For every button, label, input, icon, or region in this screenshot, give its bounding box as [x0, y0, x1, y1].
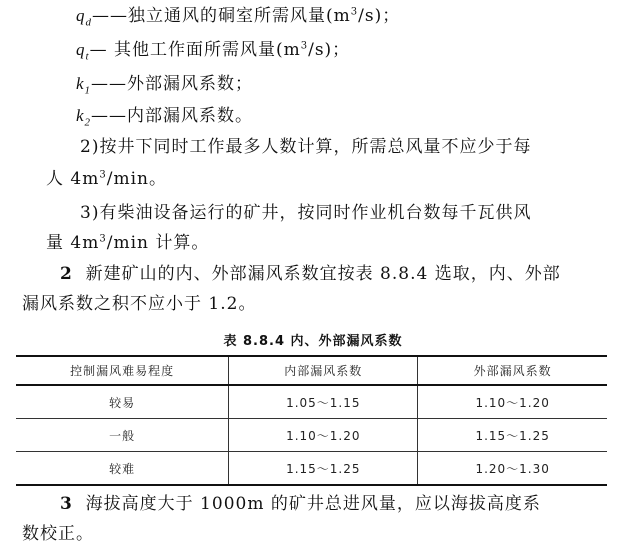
- table-row: [16, 419, 607, 452]
- header-cell: 控制漏风难易程度: [16, 356, 229, 385]
- symbol: $k_1$: [76, 74, 92, 97]
- clause-text: 新建矿山的内、外部漏风系数宜按表 8.8.4 选取，内、外部: [85, 264, 561, 284]
- table-cell: 较易: [109, 395, 136, 410]
- table-cell: 1.10～1.20: [229, 419, 418, 452]
- definition-tail: /s)；: [308, 40, 351, 60]
- item-2-text: 人 4m: [46, 169, 100, 189]
- definition-k1: [76, 74, 253, 100]
- table-cell: 1.15～1.25: [418, 419, 607, 452]
- item-2-tail: /min。: [106, 169, 167, 189]
- definition-qd: [76, 6, 400, 32]
- table-header-row: [16, 356, 607, 385]
- table-row: [16, 385, 607, 419]
- header-cell: 内部漏风系数: [229, 356, 418, 385]
- definition-text: ——独立通风的硐室所需风量(m: [92, 6, 351, 26]
- item-2-line-2: [46, 169, 167, 189]
- item-3-line-2: [46, 233, 209, 253]
- clause-text: 海拔高度大于 1000m 的矿井总进风量，应以海拔高度系: [85, 494, 541, 514]
- symbol: $k_2$: [76, 106, 92, 129]
- definition-qt: [76, 40, 350, 66]
- superscript: 3: [350, 6, 359, 18]
- table-cell: 1.15～1.25: [229, 452, 418, 486]
- item-3-tail: /min 计算。: [106, 233, 210, 253]
- table-row: [16, 452, 607, 486]
- item-3-text: 量 4m: [46, 233, 100, 253]
- item-3-line-1: 3)有柴油设备运行的矿井，按同时作业机台数每千瓦供风: [80, 203, 532, 223]
- table-cell: 较难: [16, 452, 229, 486]
- table-title: 表 8.8.4 内、外部漏风系数: [223, 334, 403, 349]
- clause-number: 3: [60, 494, 73, 514]
- clause-2-line-1: [60, 264, 561, 284]
- table-cell: 1.20～1.30: [418, 452, 607, 486]
- superscript: 3: [99, 233, 107, 245]
- superscript: 3: [300, 40, 309, 52]
- clause-2-line-2: 漏风系数之积不应小于 1.2。: [22, 294, 257, 314]
- superscript: 3: [99, 169, 107, 181]
- table-cell: 1.05～1.15: [229, 385, 418, 419]
- definition-text: — 其他工作面所需风量(m: [89, 40, 301, 60]
- definition-text: ——外部漏风系数；: [91, 74, 254, 94]
- definition-k2: [76, 106, 253, 132]
- table-cell: 1.10～1.20: [418, 385, 607, 419]
- clause-number: 2: [60, 264, 73, 284]
- definition-text: ——内部漏风系数。: [91, 106, 254, 126]
- symbol: $q_d$: [76, 6, 92, 29]
- clause-3-line-1: [60, 494, 541, 514]
- item-2-line-1: 2)按井下同时工作最多人数计算，所需总风量不应少于每: [80, 137, 532, 157]
- table-cell: 一般: [16, 419, 229, 452]
- definition-tail: /s)；: [358, 6, 401, 26]
- header-cell: 外部漏风系数: [418, 356, 607, 385]
- symbol: $q_t$: [76, 40, 90, 63]
- coefficient-table: [16, 355, 607, 486]
- clause-3-line-2: 数校正。: [22, 524, 94, 544]
